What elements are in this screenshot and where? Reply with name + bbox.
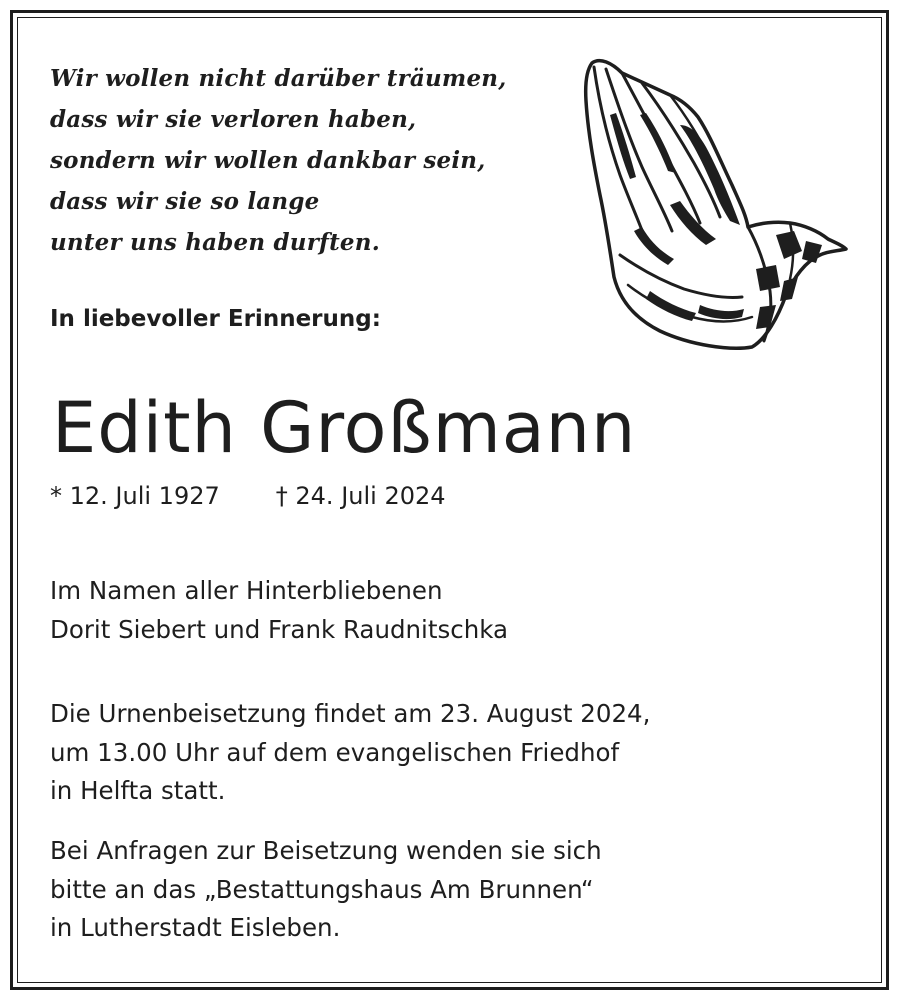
burial-line: Die Urnenbeisetzung findet am 23. August 2024, xyxy=(50,699,651,728)
poem xyxy=(50,58,506,263)
death-date: † 24. Juli 2024 xyxy=(275,482,446,510)
birth-date: * 12. Juli 1927 xyxy=(50,482,220,510)
mourners-line: Dorit Siebert und Frank Raudnitschka xyxy=(50,614,508,644)
burial-line: in Helfta statt. xyxy=(50,776,226,805)
deceased-name: Edith Großmann xyxy=(52,387,637,469)
poem-line: Wir wollen nicht darüber träumen, xyxy=(50,65,507,92)
poem-line: dass wir sie so lange xyxy=(50,188,320,215)
poem-line: sondern wir wollen dankbar sein, xyxy=(50,147,486,174)
mourners-block xyxy=(50,572,508,649)
mourners-line: Im Namen aller Hinterbliebenen xyxy=(50,576,443,605)
burial-line: um 13.00 Uhr auf dem evangelischen Friedhof xyxy=(50,737,620,767)
inquiries-line: in Lutherstadt Eisleben. xyxy=(50,913,341,942)
inquiries-line: Bei Anfragen zur Beisetzung wenden sie sich xyxy=(50,836,602,865)
intro-heading: In liebevoller Erinnerung: xyxy=(50,306,381,332)
praying-hands-icon xyxy=(580,55,855,355)
burial-block xyxy=(50,695,650,811)
poem-line: dass wir sie verloren haben, xyxy=(50,106,417,133)
poem-line: unter uns haben durften. xyxy=(50,229,380,256)
life-dates xyxy=(50,476,446,516)
inquiries-line: bitte an das „Bestattungshaus Am Brunnen“ xyxy=(50,874,594,904)
inquiries-block xyxy=(50,832,602,948)
